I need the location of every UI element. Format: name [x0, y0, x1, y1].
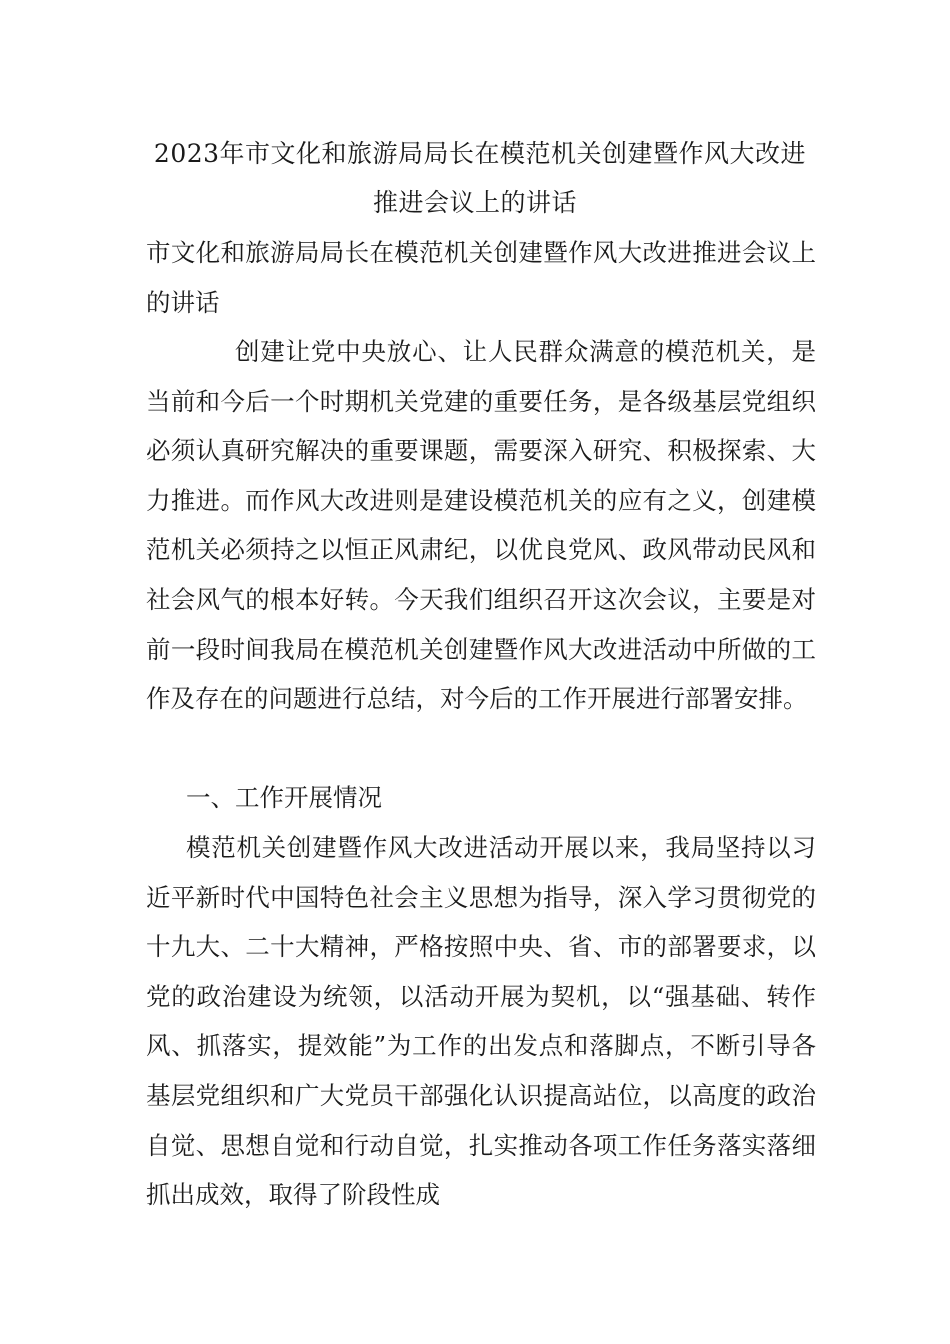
document-subtitle: 市文化和旅游局局长在模范机关创建暨作风大改进推进会议上的讲话 — [146, 238, 816, 317]
paragraph-work-progress: 模范机关创建暨作风大改进活动开展以来，我局坚持以习近平新时代中国特色社会主义思想为指导，深入学习贯彻党的十九大、二十大精神，严格按照中央、省、市的部署要求，以党的政治建设为统领，以活动开展为契机，以“强基础、转作风、抓落实，提效能”为工作的出发点和落脚点，不断引导各基层党组织和广大党员干部强化认识提高站位，以高度的政治自觉、思想自觉和行动自觉，扎实推动各项工作任务落实落细抓出成效，取得了阶段性成 — [146, 833, 816, 1210]
document-title-line-1: 2023年市文化和旅游局局长在模范机关创建暨作风大改进 — [153, 139, 807, 168]
document-title-line-2: 推进会议上的讲话 — [372, 188, 577, 217]
paragraph-intro: 创建让党中央放心、让人民群众满意的模范机关，是当前和今后一个时期机关党建的重要任务，是各级基层党组织必须认真研究解决的重要课题，需要深入研究、积极探索、大力推进。而作风大改进则是建设模范机关的应有之义，创建模范机关必须持之以恒正风肃纪，以优良党风、政风带动民风和社会风气的根本好转。今天我们组织召开这次会议，主要是对前一段时间我局在模范机关创建暨作风大改进活动中所做的工作及存在的问题进行总结，对今后的工作开展进行部署安排。 — [146, 337, 816, 714]
section-heading-work-progress: 一、工作开展情况 — [186, 783, 382, 812]
